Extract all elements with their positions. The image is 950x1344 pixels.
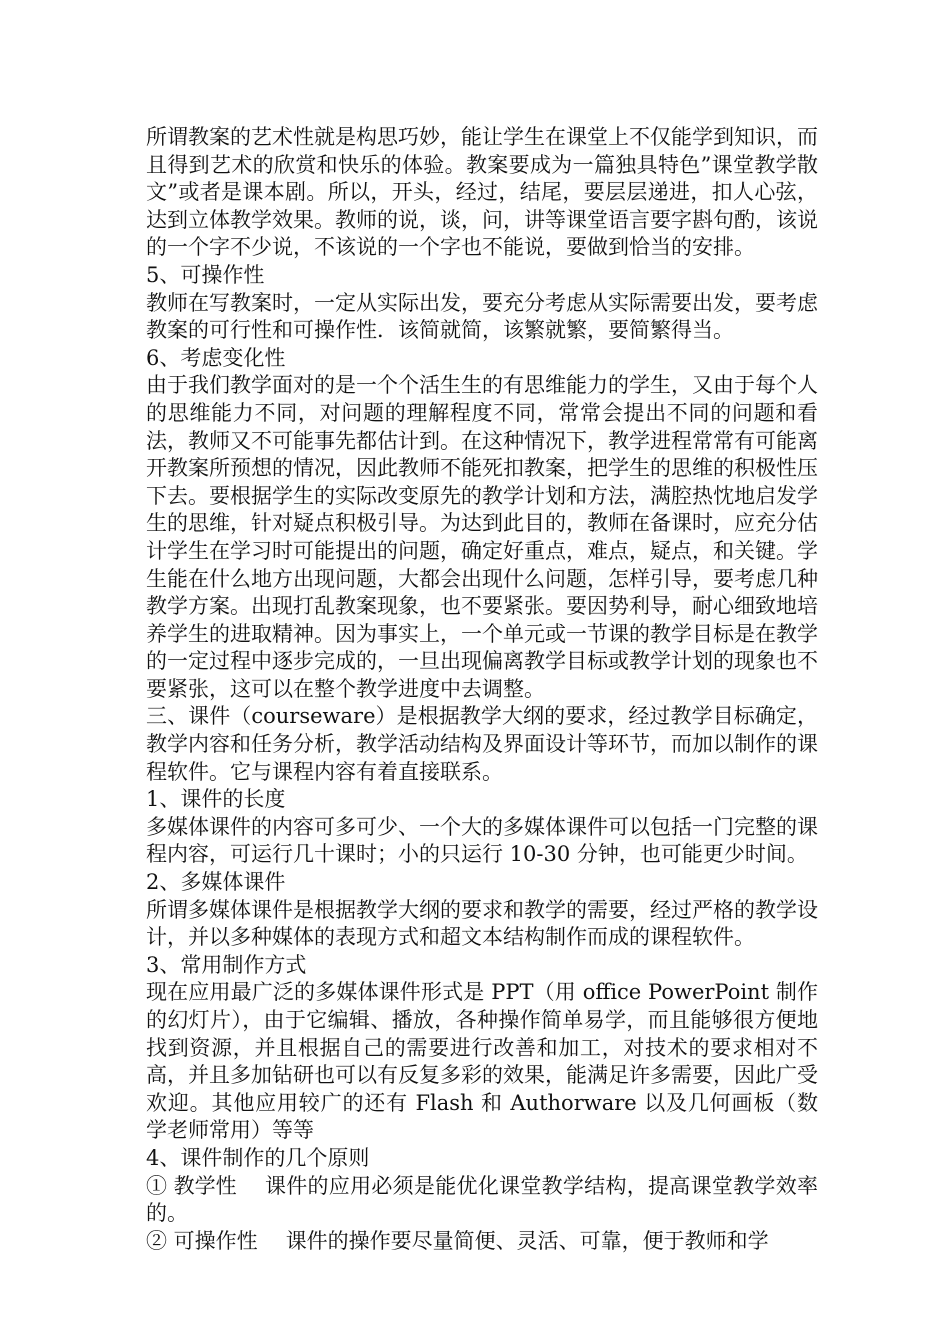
heading-variability: 6、考虑变化性 [146, 345, 286, 370]
paragraph-courseware-length: 多媒体课件的内容可多可少、一个大的多媒体课件可以包括一门完整的课程内容，可运行几十课时；小的只运行 10-30 分钟，也可能更少时间。 [146, 814, 818, 867]
principle-operability-name: ② 可操作性 [146, 1228, 258, 1253]
principle-teaching-name: ① 教学性 [146, 1173, 237, 1198]
heading-principles: 4、课件制作的几个原则 [146, 1145, 370, 1170]
heading-production-methods: 3、常用制作方式 [146, 952, 307, 977]
principle-teaching [146, 1173, 818, 1228]
principle-operability [146, 1228, 818, 1256]
paragraph-artistry: 所谓教案的艺术性就是构思巧妙，能让学生在课堂上不仅能学到知识，而且得到艺术的欣赏和快乐的体验。教案要成为一篇独具特色”课堂教学散文”或者是课本剧。所以，开头，经过，结尾，要层层递进，扣人心弦，达到立体教学效果。教师的说，谈，问，讲等课堂语言要字斟句酌，该说的一个字不少说，不该说的一个字也不能说，要做到恰当的安排。 [146, 125, 818, 260]
paragraph-variability: 由于我们教学面对的是一个个活生生的有思维能力的学生，又由于每个人的思维能力不同，对问题的理解程度不同，常常会提出不同的问题和看法，教师又不可能事先都估计到。在这种情况下，教学进程常常有可能离开教案所预想的情况，因此教师不能死扣教案，把学生的思维的积极性压下去。要根据学生的实际改变原先的教学计划和方法，满腔热忱地启发学生的思维，针对疑点积极引导。为达到此目的，教师在备课时，应充分估计学生在学习时可能提出的问题，确定好重点，难点，疑点，和关键。学生能在什么地方出现问题，大都会出现什么问题，怎样引导，要考虑几种教学方案。出现打乱教案现象，也不要紧张。要因势利导，耐心细致地培养学生的进取精神。因为事实上，一个单元或一节课的教学目标是在教学的一定过程中逐步完成的，一旦出现偏离教学目标或教学计划的现象也不要紧张，这可以在整个教学进度中去调整。 [146, 373, 818, 701]
paragraph-production-methods: 现在应用最广泛的多媒体课件形式是 PPT（用 office PowerPoint 制作的幻灯片），由于它编辑、播放，各种操作简单易学，而且能够很方便地找到资源，并且根据自己的需要进行改善和加工，对技术的要求相对不高，并且多加钻研也可以有反复多彩的效果，能满足许多需要，因此广受欢迎。其他应用较广的还有 Flash 和 Authorware 以及几何画板（数学老师常用）等等 [146, 980, 818, 1143]
heading-multimedia-courseware: 2、多媒体课件 [146, 870, 286, 895]
principle-teaching-text: 课件的应用必须是能优化课堂教学结构，提高课堂教学效率的。 [146, 1173, 818, 1226]
paragraph-operability: 教师在写教案时，一定从实际出发，要充分考虑从实际需要出发，要考虑教案的可行性和可操作性．该简就简，该繁就繁，要简繁得当。 [146, 290, 818, 343]
document-body [146, 124, 818, 1255]
principle-operability-text: 课件的操作要尽量简便、灵活、可靠，便于教师和学 [285, 1228, 769, 1253]
paragraph-multimedia-courseware: 所谓多媒体课件是根据教学大纲的要求和教学的需要，经过严格的教学设计，并以多种媒体的表现方式和超文本结构制作而成的课程软件。 [146, 897, 818, 950]
heading-operability: 5、可操作性 [146, 262, 265, 287]
heading-courseware-length: 1、课件的长度 [146, 787, 286, 812]
paragraph-courseware-definition: 三、课件（courseware）是根据教学大纲的要求，经过教学目标确定，教学内容和任务分析，教学活动结构及界面设计等环节，而加以制作的课程软件。它与课程内容有着直接联系。 [146, 704, 818, 784]
